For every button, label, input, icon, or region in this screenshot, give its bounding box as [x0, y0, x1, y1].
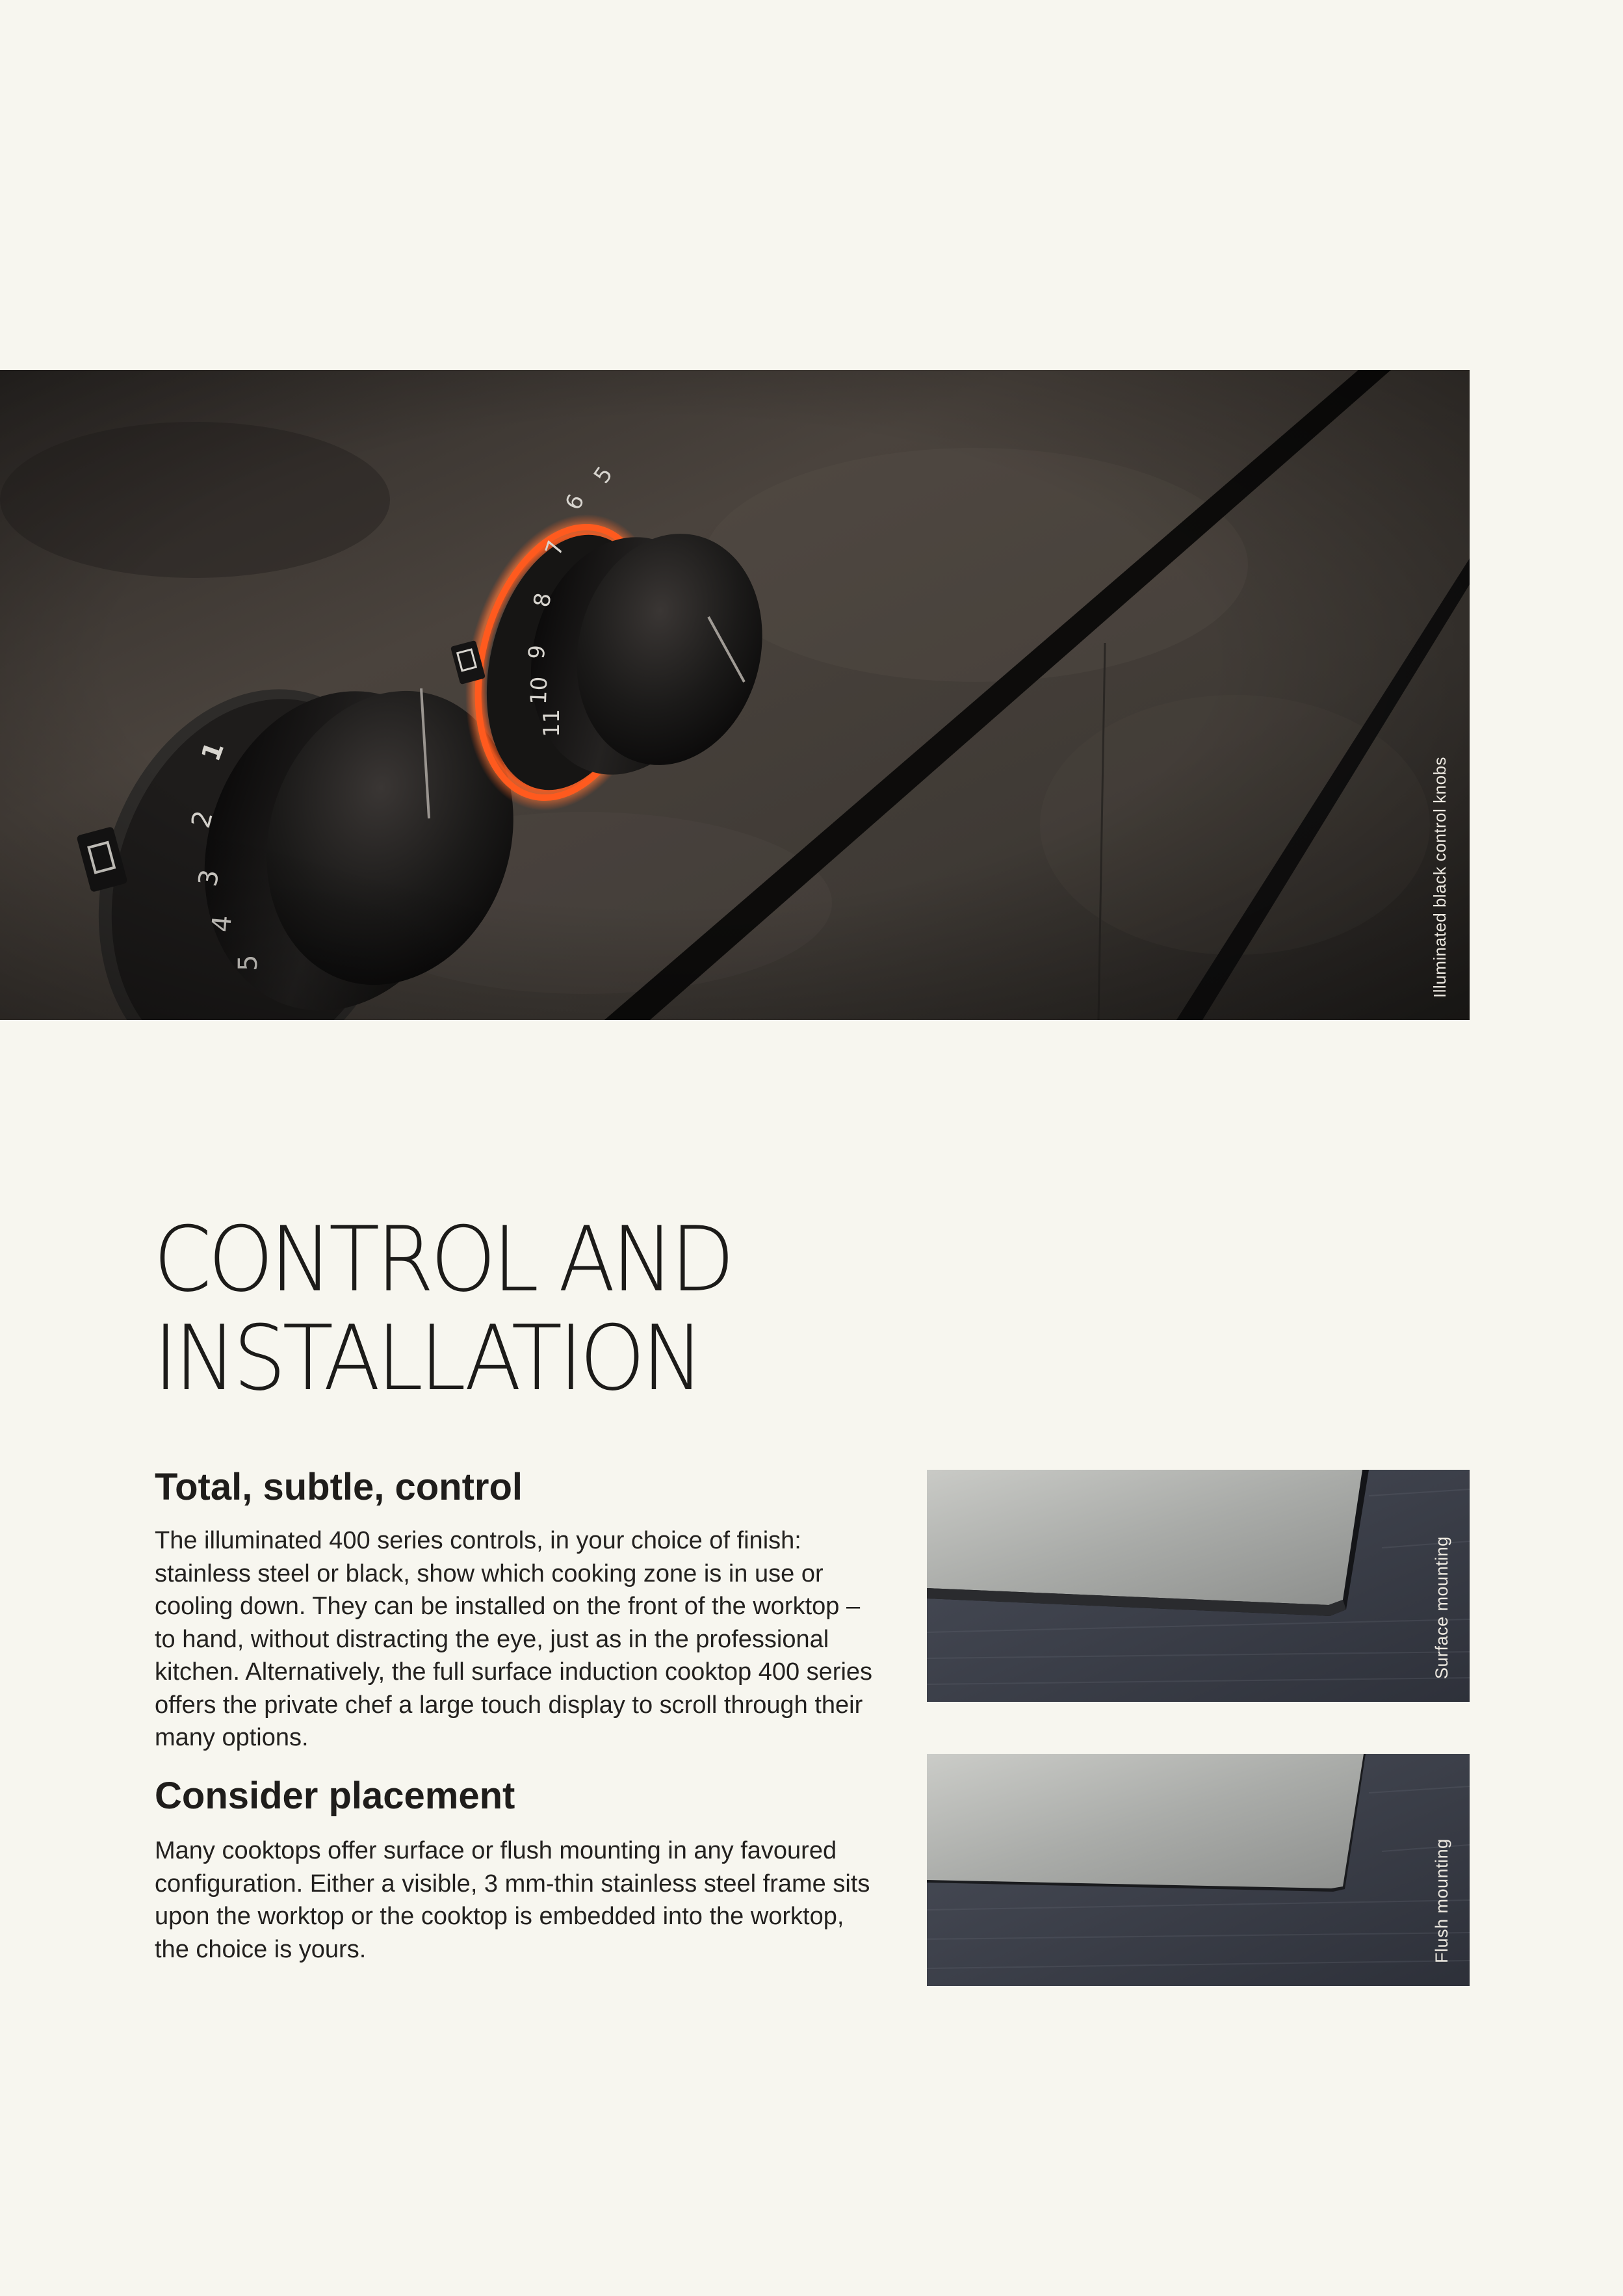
page-title-line-2: INSTALLATION — [153, 1306, 701, 1411]
section-body-control: The illuminated 400 series controls, in your choice of finish: stainless steel or black, show which cooking zone is in use or cooling down. They can be installed on the front of the worktop – to hand, without distracting the eye, just as in the professional kitchen. Alternatively, the full surface induction cooktop 400 series offers the private chef a large touch display to scroll through their many options. — [155, 1527, 873, 1751]
surface-mounting-image — [927, 1470, 1470, 1702]
flush-mounting-caption: Flush mounting — [1432, 1838, 1451, 1963]
section-body-placement: Many cooktops offer surface or flush mounting in any favoured configuration. Either a visible, 3 mm-thin stainless steel frame sits upon the worktop or the cooktop is embedded into the worktop, the choice is yours. — [155, 1837, 870, 1963]
page-title-line-1: CONTROL AND — [153, 1207, 731, 1312]
surface-mounting-photo — [927, 1470, 1470, 1702]
hero-image — [0, 370, 1470, 1020]
control-knobs-photo — [0, 370, 1470, 1020]
section-heading-control: Total, subtle, control — [155, 1466, 523, 1508]
page-title — [153, 1207, 1000, 1411]
section-heading-placement: Consider placement — [155, 1775, 515, 1817]
hero-caption: Illuminated black control knobs — [1430, 756, 1449, 998]
flush-mounting-photo — [927, 1754, 1470, 1986]
surface-mounting-caption: Surface mounting — [1432, 1536, 1451, 1679]
flush-mounting-image — [927, 1754, 1470, 1986]
